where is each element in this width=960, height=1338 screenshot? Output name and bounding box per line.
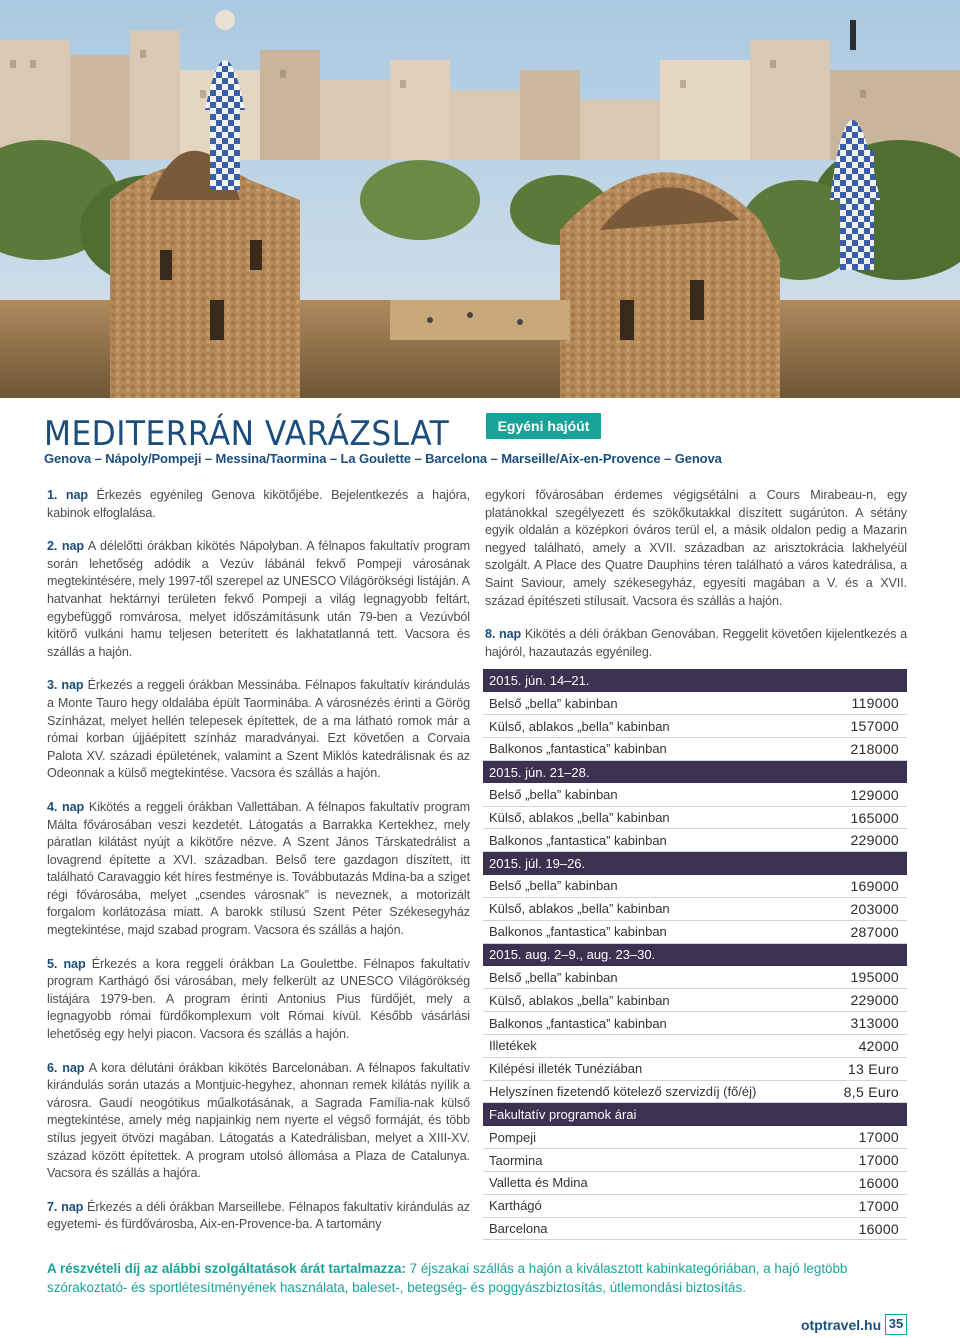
price-item-label: Barcelona xyxy=(489,1221,548,1237)
hero-photo xyxy=(0,0,960,398)
price-row xyxy=(483,692,907,715)
price-section-header xyxy=(483,852,907,875)
price-item-label: Balkonos „fantastica” kabinban xyxy=(489,832,667,848)
price-item-label: Külső, ablakos „bella” kabinban xyxy=(489,718,670,734)
itinerary-day-8 xyxy=(485,626,907,661)
day-description: Kikötés a déli órákban Genovában. Reggelit követően kijelentkezés a hajóról, hazautazás egyénileg. xyxy=(485,627,908,659)
price-item-label: Külső, ablakos „bella” kabinban xyxy=(489,901,670,917)
day-description: A délelőtti órákban kikötés Nápolyban. A félnapos fakultatív program során lehetőség adódik a Vezúv lábánál fekvő Pompeji városának megtekintésére, mely 1997-től szerepel az UNESCO Világörökségi listáján. A hatvanhat hektárnyi területen fekvő Pompeji a világ legnagyobb feltárt, egybefüggő romvárosa, melyet időszámításunk után 79-ben a Vezúvból kitörő vulkáni hamu teljesen beterített és lakhatatlanná tett. Vacsora és szállás a hajón. xyxy=(47,539,470,659)
price-table xyxy=(483,669,907,1240)
price-item-label: Taormina xyxy=(489,1152,543,1168)
price-value: 229000 xyxy=(850,992,899,1009)
price-value: 313000 xyxy=(850,1015,899,1032)
price-item-label: Valletta és Mdina xyxy=(489,1175,588,1191)
price-row xyxy=(483,1057,907,1080)
price-item-label: Illetékek xyxy=(489,1038,537,1054)
price-value: 129000 xyxy=(850,786,899,803)
itinerary-day-6 xyxy=(47,1060,470,1183)
price-row xyxy=(483,898,907,921)
itinerary-day-7-continued: egykori fővárosában érdemes végigsétálni a Cours Mirabeau-n, egy platánokkal szegélyezett és szökőkutakkal díszített sugárúton. A sétány egyik oldalán a középkori óváros terül el, a másik oldalon pedig a Mazarin negyed található, amely a XVII. században az arisztokrácia lakhelyéül szolgált. A Place des Quatre Dauphins téren található a város katedrálisa, a Saint Saviour, amely székesegyház, egyesíti magában a V. és a XVII. század építészeti stílusait. Vacsora és szállás a hajón. xyxy=(485,488,907,608)
price-item-label: Balkonos „fantastica” kabinban xyxy=(489,1015,667,1031)
price-item-label: Belső „bella” kabinban xyxy=(489,695,618,711)
day-description: A kora délutáni órákban kikötés Barcelonában. A félnapos fakultatív kirándulás során utazás a Montjuic-hegyhez, ahonnan remek kilátás nyílik a városra. Gaudí neogótikus műalkotásának, a Sagrada Família-nak külső megtekintése, amely még napjainkig nem nyerte el végső formáját, és több stílus jegyeit ötvözi magában. Látogatás a Katedrálisban, melyet a XIII-XV. század között építettek. A program utolsó állomása a Plaza de Catalunya. Vacsora és szállás a hajóra. xyxy=(47,1060,470,1181)
price-section-header xyxy=(483,943,907,966)
price-value: 169000 xyxy=(850,877,899,894)
price-row xyxy=(483,966,907,989)
price-table-body xyxy=(483,669,907,1240)
included-text: 7 éjszakai szállás a hajón a kiválasztott kabinkategóriában, a hajó legtöbb szórakoztató- és sportlétesítményének használata, baleset-, betegség- és poggyászbiztosítás, útlemondási biztosítás. xyxy=(47,1261,848,1295)
price-value: 16000 xyxy=(858,1220,899,1237)
route-subtitle: Genova – Nápoly/Pompeji – Messina/Taormina – La Goulette – Barcelona – Marseille/Aix-en-Provence – Genova xyxy=(44,451,722,466)
price-item-label: Külső, ablakos „bella” kabinban xyxy=(489,810,670,826)
price-value: 17000 xyxy=(858,1129,899,1146)
price-item-label: Belső „bella” kabinban xyxy=(489,969,618,985)
price-item-label: Balkonos „fantastica” kabinban xyxy=(489,741,667,757)
day-label: 7. nap xyxy=(47,1199,84,1214)
day-description: Érkezés a déli órákban Marseillebe. Félnapos fakultatív kirándulás az egyetemi- és fürdővárosba, Aix-en-Provence-ba. A tartomány xyxy=(47,1199,470,1232)
trip-type-badge: Egyéni hajóút xyxy=(486,413,601,439)
price-value: 218000 xyxy=(850,740,899,757)
section-label: 2015. júl. 19–26. xyxy=(489,856,586,872)
section-label: Fakultatív programok árai xyxy=(489,1107,637,1123)
day-label: 8. nap xyxy=(485,627,522,642)
price-value: 287000 xyxy=(850,923,899,940)
price-value: 203000 xyxy=(850,900,899,917)
itinerary-day-1 xyxy=(47,487,470,522)
price-item-label: Helyszínen fizetendő kötelező szervizdíj (fő/éj) xyxy=(489,1084,757,1100)
price-row xyxy=(483,715,907,738)
website-link[interactable]: otptravel.hu xyxy=(801,1317,882,1333)
price-value: 165000 xyxy=(850,809,899,826)
price-row xyxy=(483,1035,907,1058)
itinerary-day-7 xyxy=(47,1199,470,1234)
section-label: 2015. jún. 21–28. xyxy=(489,764,590,780)
price-value: 17000 xyxy=(858,1152,899,1169)
day-label: 5. nap xyxy=(47,956,86,971)
price-row xyxy=(483,738,907,761)
price-row xyxy=(483,989,907,1012)
price-value: 195000 xyxy=(850,969,899,986)
price-row xyxy=(483,1149,907,1172)
price-value: 157000 xyxy=(850,718,899,735)
price-row xyxy=(483,806,907,829)
price-row xyxy=(483,783,907,806)
page-number: 35 xyxy=(885,1314,907,1335)
section-label: 2015. jún. 14–21. xyxy=(489,673,590,688)
price-value: 8,5 Euro xyxy=(843,1083,899,1100)
price-item-label: Kilépési illeték Tunéziában xyxy=(489,1061,643,1077)
price-row xyxy=(483,875,907,898)
price-value: 42000 xyxy=(858,1037,899,1054)
itinerary-day-4 xyxy=(47,799,470,940)
itinerary-left-column xyxy=(47,487,470,1250)
included-label: A részvételi díj az alábbi szolgáltatások árát tartalmazza: xyxy=(47,1261,406,1276)
section-label: 2015. aug. 2–9., aug. 23–30. xyxy=(489,947,656,963)
price-item-label: Külső, ablakos „bella” kabinban xyxy=(489,992,670,1008)
page-title: MEDITERRÁN VARÁZSLAT xyxy=(44,414,450,454)
park-guell-illustration xyxy=(0,0,960,398)
price-value: 17000 xyxy=(858,1197,899,1214)
price-row xyxy=(483,920,907,943)
price-value: 13 Euro xyxy=(847,1060,899,1077)
price-row xyxy=(483,1194,907,1217)
itinerary-day-3 xyxy=(47,677,470,783)
price-item-label: Belső „bella” kabinban xyxy=(489,787,618,803)
price-section-header xyxy=(483,1103,907,1126)
price-value: 229000 xyxy=(850,832,899,849)
day-label: 3. nap xyxy=(47,678,84,693)
price-row xyxy=(483,1172,907,1195)
price-item-label: Karthágó xyxy=(489,1198,542,1214)
price-row xyxy=(483,1012,907,1035)
price-item-label: Pompeji xyxy=(489,1129,536,1145)
day-description: Érkezés a reggeli órákban Messinába. Félnapos fakultatív kirándulás a Monte Tauro hegy oldalába épült Taorminába. A városnézés érinti a Görög Színházat, melyet hellén telepesek építettek, de a ma látható romok már a római korban újjáépített színház maradványai. Ezt követően a Corvaia Palota XV. századi épületének, valamint a Szent Miklós katedrálisnak és az Odeonnak a külső megtekintése. Vacsora és szállás a hajón. xyxy=(47,678,470,781)
day-label: 1. nap xyxy=(47,488,88,502)
price-value: 119000 xyxy=(851,695,899,712)
day-label: 2. nap xyxy=(47,539,84,554)
day-label: 4. nap xyxy=(47,799,85,814)
price-row xyxy=(483,829,907,852)
price-section-header xyxy=(483,760,907,783)
price-item-label: Belső „bella” kabinban xyxy=(489,878,618,894)
price-row xyxy=(483,1126,907,1149)
itinerary-day-2 xyxy=(47,538,470,661)
day-description: Kikötés a reggeli órákban Vallettában. A félnapos fakultatív program Málta fővárosában veszi kezdetét. Látogatás a Barrakka Kertekhez, mely páratlan kilátást nyújt a kikötőre nézve. A Szent János Társkatedrálist a lovagrend építette a XVI. században. Belső tere gazdagon díszített, itt található Caravaggio két híres festménye is. Továbbutazás Mdina-ba a sziget régi fővárosába, melyet „csendes városnak” is neveznek, a motorizált forgalom korlátozása miatt. A barokk stílusú Szent Péter Székesegyház megtekintése, majd szabad program. Vacsora és szállás a hajón. xyxy=(47,799,470,938)
day-label: 6. nap xyxy=(47,1060,85,1075)
price-row xyxy=(483,1217,907,1240)
price-row xyxy=(483,1080,907,1103)
price-item-label: Balkonos „fantastica” kabinban xyxy=(489,924,667,940)
itinerary-day-5 xyxy=(47,956,470,1044)
itinerary-right-column xyxy=(485,487,907,677)
day-description: Érkezés egyénileg Genova kikötőjébe. Bejelentkezés a hajóra, kabinok elfoglalása. xyxy=(47,488,470,520)
included-services-note xyxy=(47,1259,917,1297)
price-value: 16000 xyxy=(858,1174,899,1191)
day-description: Érkezés a kora reggeli órákban La Goulettbe. Félnapos fakultatív program Karthágó ősi városában, mely felkerült az UNESCO Világörökség listájára 1979-ben. A program érinti Antonius Pius fürdőjét, mely a legnagyobb római fürdőkomplexum volt Római kívül. Később vásárlási lehetőség egy helyi piacon. Vacsora és szállás a hajón. xyxy=(47,956,470,1042)
price-section-header xyxy=(483,669,907,692)
